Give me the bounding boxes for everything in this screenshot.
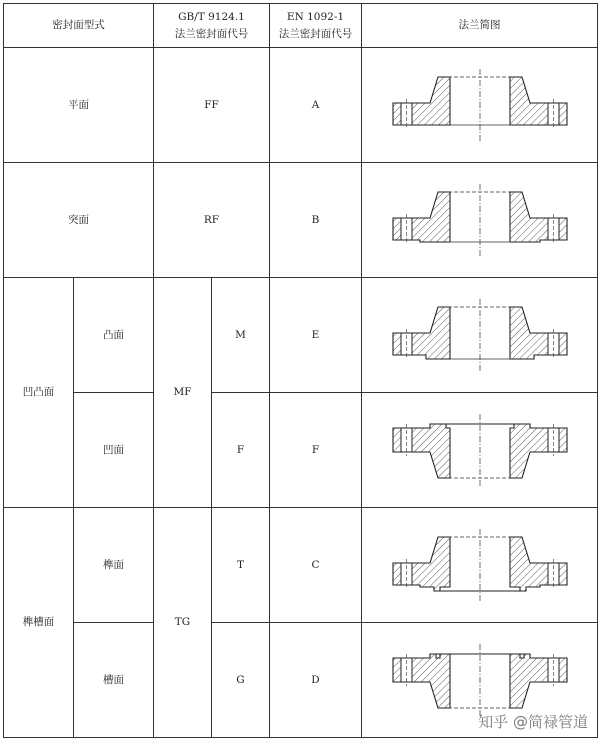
flat-face-flange-drawing xyxy=(390,67,570,143)
watermark: 知乎 @简䘵管道 xyxy=(478,713,588,731)
cell-sub-male: M xyxy=(212,278,270,393)
cell-drawing-raised xyxy=(362,163,598,278)
cell-drawing-flat xyxy=(362,48,598,163)
groove-face-flange-drawing xyxy=(390,642,570,718)
cell-type-female: 凹面 xyxy=(74,393,154,508)
cell-type-groove: 槽面 xyxy=(74,623,154,738)
cell-gbt-mf: MF xyxy=(154,278,212,508)
cell-en-tongue: C xyxy=(270,508,362,623)
cell-sub-tongue: T xyxy=(212,508,270,623)
cell-type-raised: 突面 xyxy=(4,163,154,278)
cell-group-mf: 凹凸面 xyxy=(4,278,74,508)
cell-sub-groove: G xyxy=(212,623,270,738)
cell-sub-female: F xyxy=(212,393,270,508)
cell-group-tg: 榫槽面 xyxy=(4,508,74,738)
cell-type-flat: 平面 xyxy=(4,48,154,163)
header-en-code xyxy=(270,4,362,48)
header-sketch: 法兰简图 xyxy=(362,4,598,48)
row-raised-face xyxy=(4,163,598,278)
cell-en-flat: A xyxy=(270,48,362,163)
cell-en-raised: B xyxy=(270,163,362,278)
row-flat-face xyxy=(4,48,598,163)
cell-gbt-tg: TG xyxy=(154,508,212,738)
header-gbt-line1: GB/T 9124.1 xyxy=(178,10,245,23)
tongue-face-flange-drawing xyxy=(390,527,570,603)
cell-en-groove: D xyxy=(270,623,362,738)
header-gbt-code xyxy=(154,4,270,48)
female-face-flange-drawing xyxy=(390,412,570,488)
row-male-face xyxy=(4,278,598,393)
header-seal-face-type: 密封面型式 xyxy=(4,4,154,48)
cell-type-male: 凸面 xyxy=(74,278,154,393)
header-en-line1: EN 1092-1 xyxy=(286,10,345,23)
row-tongue-face xyxy=(4,508,598,623)
cell-gbt-flat: FF xyxy=(154,48,270,163)
header-gbt-line2: 法兰密封面代号 xyxy=(174,27,249,40)
flange-seal-table xyxy=(3,3,598,738)
cell-type-tongue: 榫面 xyxy=(74,508,154,623)
cell-en-female: F xyxy=(270,393,362,508)
cell-drawing-female xyxy=(362,393,598,508)
flange-seal-table-page xyxy=(3,3,597,741)
cell-drawing-tongue xyxy=(362,508,598,623)
cell-drawing-male xyxy=(362,278,598,393)
cell-gbt-raised: RF xyxy=(154,163,270,278)
raised-face-flange-drawing xyxy=(390,182,570,258)
row-female-face xyxy=(4,393,598,508)
header-row xyxy=(4,4,598,48)
male-face-flange-drawing xyxy=(390,297,570,373)
cell-en-male: E xyxy=(270,278,362,393)
header-en-line2: 法兰密封面代号 xyxy=(278,27,353,40)
